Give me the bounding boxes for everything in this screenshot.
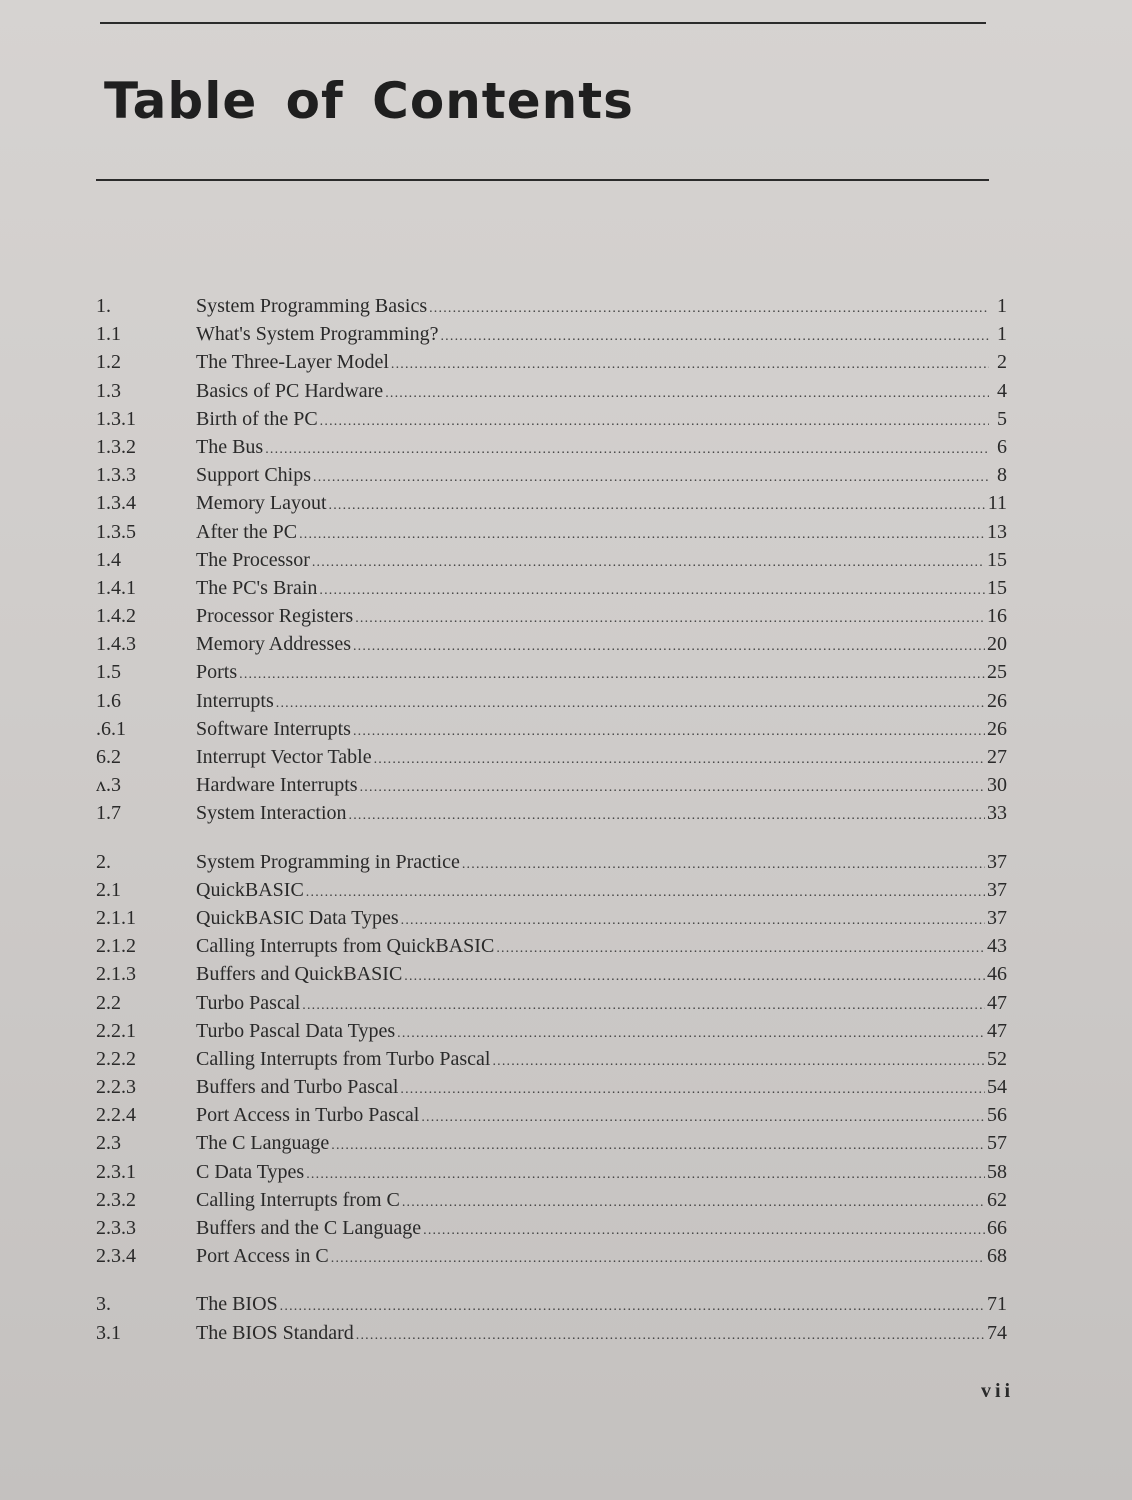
toc-section: [92, 848, 1007, 1271]
entry-page-number: 68: [987, 1245, 1007, 1268]
toc-entry: [92, 932, 1007, 960]
toc-entry: [92, 574, 1007, 602]
entry-page-number: 57: [987, 1132, 1007, 1155]
entry-page-number: 26: [987, 689, 1007, 712]
entry-number: 2.2.4: [96, 1104, 136, 1127]
entry-title: Port Access in C: [196, 1245, 329, 1268]
dot-leader: [429, 295, 989, 323]
toc-entry: [92, 743, 1007, 771]
entry-title: Software Interrupts: [196, 717, 351, 740]
dot-leader: [306, 879, 985, 907]
entry-page-number: 74: [987, 1321, 1007, 1344]
toc-entry: [92, 1319, 1007, 1347]
entry-title: Birth of the PC: [196, 407, 318, 430]
entry-page-number: 43: [987, 935, 1007, 958]
dot-leader: [239, 661, 985, 689]
toc-entry: [92, 1101, 1007, 1129]
entry-page-number: 30: [987, 774, 1007, 797]
entry-page-number: 47: [987, 991, 1007, 1014]
toc-entry: [92, 1242, 1007, 1270]
entry-title: System Interaction: [196, 802, 347, 825]
entry-page-number: 46: [987, 963, 1007, 986]
toc-entry: [92, 848, 1007, 876]
entry-number: 2.1.2: [96, 935, 136, 958]
entry-page-number: 16: [987, 605, 1007, 628]
entry-page-number: 47: [987, 1019, 1007, 1042]
entry-title: Buffers and QuickBASIC: [196, 963, 403, 986]
entry-number: 3.: [96, 1293, 111, 1316]
dot-leader: [265, 436, 989, 464]
entry-title: Buffers and the C Language: [196, 1217, 422, 1239]
entry-number: 2.3.4: [96, 1245, 136, 1268]
toc-list: [92, 292, 1007, 1367]
toc-entry: [92, 1290, 1007, 1318]
toc-entry: [92, 1214, 1007, 1242]
toc-entry: [92, 461, 1007, 489]
entry-number: ʌ.3: [96, 774, 121, 797]
entry-title: Support Chips: [196, 464, 312, 487]
entry-title: Memory Layout: [196, 492, 327, 515]
entry-number: 1.3.4: [96, 492, 136, 515]
toc-entry: [92, 876, 1007, 904]
dot-leader: [440, 323, 989, 351]
entry-page-number: 11: [987, 492, 1007, 515]
entry-page-number: 26: [987, 717, 1007, 740]
entry-title: Calling Interrupts from QuickBASIC: [196, 935, 495, 958]
entry-page-number: 56: [987, 1104, 1007, 1127]
entry-page-number: 52: [987, 1047, 1007, 1070]
entry-number: 1.3.2: [96, 435, 136, 458]
toc-entry: [92, 1073, 1007, 1101]
toc-entry: [92, 1017, 1007, 1045]
entry-page-number: 37: [987, 850, 1007, 873]
entry-page-number: 15: [987, 576, 1007, 599]
toc-entry: [92, 602, 1007, 630]
toc-entry: [92, 989, 1007, 1017]
entry-page-number: 1: [997, 323, 1007, 346]
entry-number: 1.4.3: [96, 633, 136, 656]
entry-number: 1.2: [96, 351, 121, 374]
toc-entry: [92, 715, 1007, 743]
entry-number: 3.1: [96, 1321, 121, 1344]
entry-title: Basics of PC Hardware: [196, 379, 384, 402]
entry-number: 2.2.2: [96, 1047, 136, 1070]
entry-title: Calling Interrupts from C: [196, 1188, 400, 1211]
dot-leader: [299, 521, 985, 549]
entry-number: 2.1.3: [96, 963, 136, 986]
toc-entry: [92, 771, 1007, 799]
entry-number: 2.3.1: [96, 1160, 136, 1183]
toc-entry: [92, 1186, 1007, 1214]
entry-title: Buffers and Turbo Pascal: [196, 1076, 399, 1099]
entry-title: QuickBASIC: [196, 878, 304, 901]
entry-number: 2.3: [96, 1132, 121, 1155]
toc-section: [92, 1290, 1007, 1346]
dot-leader: [302, 992, 985, 1020]
entry-page-number: 33: [987, 802, 1007, 825]
toc-entry: [92, 1045, 1007, 1073]
entry-title: System Programming in Practice: [196, 850, 460, 873]
entry-title: The Three-Layer Model: [196, 351, 389, 374]
dot-leader: [276, 690, 985, 718]
page-title: Table of Contents: [104, 72, 634, 130]
dot-leader: [329, 492, 986, 520]
entry-page-number: 8: [997, 464, 1007, 487]
toc-entry: [92, 658, 1007, 686]
entry-number: 1.5: [96, 661, 121, 684]
toc-entry: [92, 687, 1007, 715]
dot-leader: [331, 1245, 985, 1273]
entry-title: Calling Interrupts from Turbo Pascal: [196, 1047, 491, 1070]
dot-leader: [423, 1217, 985, 1245]
entry-number: 1.4: [96, 548, 121, 571]
dot-leader: [349, 802, 985, 830]
dot-leader: [319, 577, 985, 605]
entry-title: Turbo Pascal Data Types: [196, 1019, 396, 1042]
entry-number: 1.3.1: [96, 407, 136, 430]
toc-entry: [92, 489, 1007, 517]
dot-leader: [374, 746, 985, 774]
toc-entry: [92, 904, 1007, 932]
dot-leader: [312, 549, 985, 577]
entry-title: Interrupt Vector Table: [196, 746, 372, 768]
entry-number: 2.2: [96, 991, 121, 1014]
toc-entry: [92, 405, 1007, 433]
dot-leader: [306, 1161, 985, 1189]
entry-number: 1.3.3: [96, 464, 136, 487]
entry-title: Ports: [196, 661, 238, 684]
entry-number: .6.1: [96, 717, 126, 740]
entry-number: 1.7: [96, 802, 121, 825]
dot-leader: [355, 605, 985, 633]
entry-number: 2.: [96, 850, 111, 873]
entry-title: Memory Addresses: [196, 633, 351, 656]
entry-title: System Programming Basics: [196, 295, 428, 317]
entry-number: 2.2.1: [96, 1019, 136, 1042]
dot-leader: [356, 1322, 985, 1350]
toc-entry: [92, 630, 1007, 658]
entry-title: The C Language: [196, 1132, 330, 1155]
entry-title: QuickBASIC Data Types: [196, 906, 399, 929]
dot-leader: [313, 464, 989, 492]
toc-entry: [92, 292, 1007, 320]
dot-leader: [353, 633, 985, 661]
toc-entry: [92, 320, 1007, 348]
entry-title: The BIOS Standard: [196, 1321, 354, 1344]
entry-title: The PC's Brain: [196, 576, 318, 599]
entry-title: Hardware Interrupts: [196, 774, 358, 797]
dot-leader: [492, 1048, 985, 1076]
entry-number: 2.2.3: [96, 1076, 136, 1099]
toc-entry: [92, 348, 1007, 376]
entry-title: Processor Registers: [196, 605, 354, 628]
entry-number: 1.3.5: [96, 520, 136, 543]
entry-title: Turbo Pascal: [196, 991, 301, 1014]
toc-entry: [92, 799, 1007, 827]
entry-page-number: 54: [987, 1076, 1007, 1099]
entry-number: 1.4.2: [96, 605, 136, 628]
entry-number: 1.1: [96, 323, 121, 346]
page-folio: vii: [981, 1380, 1015, 1402]
toc-entry: [92, 518, 1007, 546]
toc-entry: [92, 377, 1007, 405]
entry-page-number: 71: [987, 1293, 1007, 1316]
dot-leader: [401, 907, 985, 935]
entry-number: 1.6: [96, 689, 121, 712]
entry-page-number: 37: [987, 878, 1007, 901]
toc-entry: [92, 1158, 1007, 1186]
dot-leader: [385, 380, 989, 408]
entry-page-number: 37: [987, 906, 1007, 929]
entry-number: 1.3: [96, 379, 121, 402]
entry-number: 6.2: [96, 746, 121, 768]
entry-page-number: 1: [997, 295, 1007, 317]
entry-page-number: 27: [987, 746, 1007, 768]
entry-title: Port Access in Turbo Pascal: [196, 1104, 420, 1127]
entry-title: The BIOS: [196, 1293, 278, 1316]
toc-entry: [92, 546, 1007, 574]
entry-page-number: 58: [987, 1160, 1007, 1183]
entry-page-number: 2: [997, 351, 1007, 374]
entry-number: 2.3.2: [96, 1188, 136, 1211]
entry-page-number: 6: [997, 435, 1007, 458]
dot-leader: [353, 718, 985, 746]
entry-title: C Data Types: [196, 1160, 305, 1183]
entry-number: 2.1: [96, 878, 121, 901]
toc-entry: [92, 960, 1007, 988]
entry-page-number: 62: [987, 1188, 1007, 1211]
entry-page-number: 13: [987, 520, 1007, 543]
entry-page-number: 20: [987, 633, 1007, 656]
dot-leader: [496, 935, 985, 963]
entry-title: After the PC: [196, 520, 298, 543]
entry-page-number: 5: [997, 407, 1007, 430]
dot-leader: [402, 1189, 985, 1217]
dot-leader: [421, 1104, 985, 1132]
entry-number: 2.3.3: [96, 1217, 136, 1239]
dot-leader: [462, 851, 985, 879]
dot-leader: [397, 1020, 985, 1048]
dot-leader: [331, 1132, 985, 1160]
entry-number: 1.4.1: [96, 576, 136, 599]
entry-title: What's System Programming?: [196, 323, 439, 346]
dot-leader: [280, 1293, 985, 1321]
entry-title: The Bus: [196, 435, 264, 458]
title-rule: [96, 179, 989, 181]
entry-page-number: 25: [987, 661, 1007, 684]
entry-number: 2.1.1: [96, 906, 136, 929]
toc-entry: [92, 433, 1007, 461]
entry-page-number: 15: [987, 548, 1007, 571]
toc-entry: [92, 1129, 1007, 1157]
entry-number: 1.: [96, 295, 111, 317]
entry-page-number: 66: [987, 1217, 1007, 1239]
entry-page-number: 4: [997, 379, 1007, 402]
dot-leader: [360, 774, 985, 802]
entry-title: The Processor: [196, 548, 310, 571]
dot-leader: [400, 1076, 985, 1104]
dot-leader: [404, 963, 985, 991]
toc-section: [92, 292, 1007, 828]
top-rule: [100, 22, 986, 24]
dot-leader: [391, 351, 989, 379]
dot-leader: [320, 408, 989, 436]
entry-title: Interrupts: [196, 689, 274, 712]
